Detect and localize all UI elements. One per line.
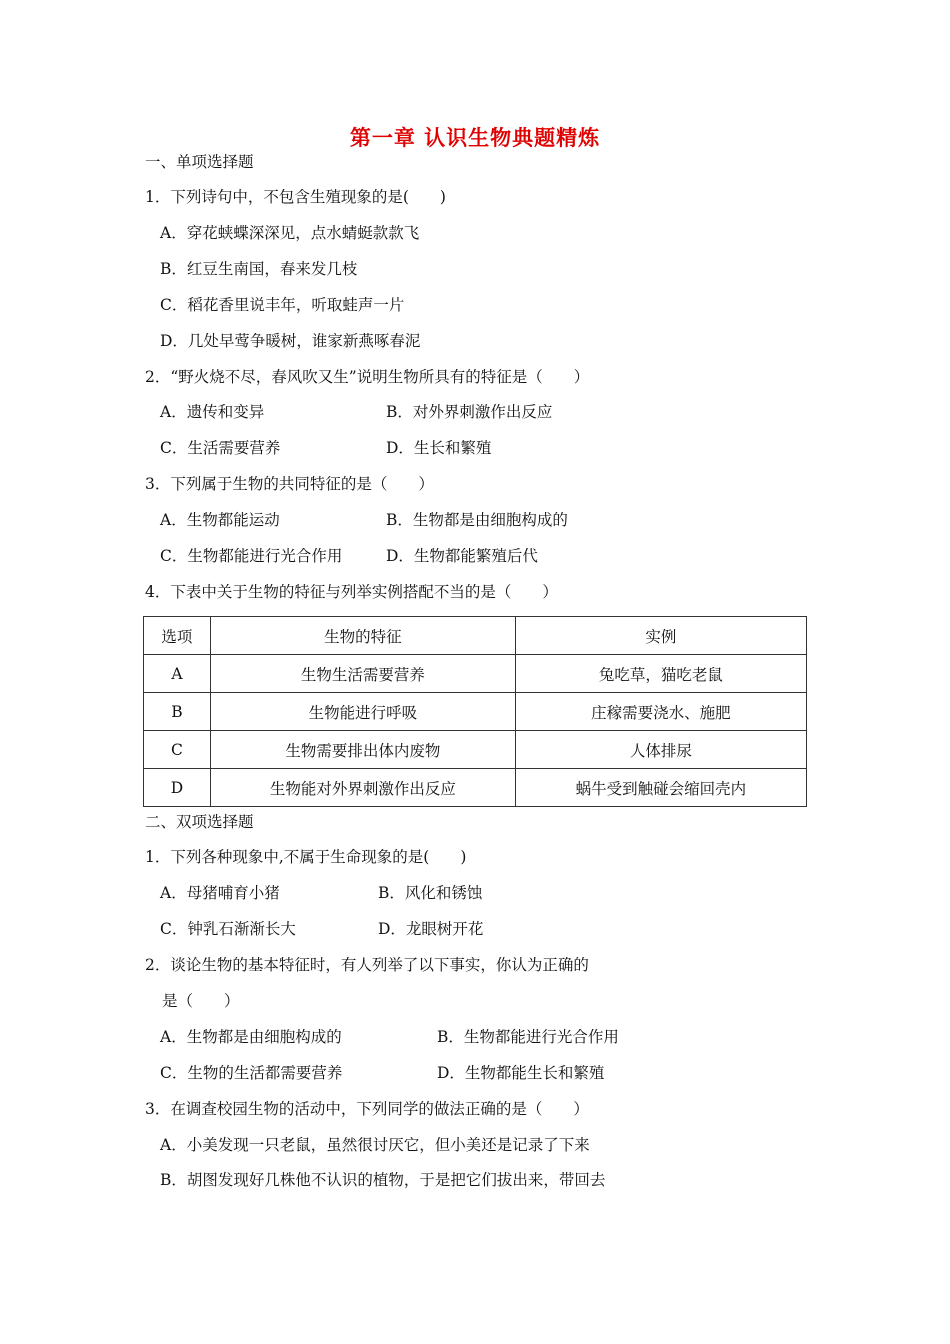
question-stem: 1．下列各种现象中,不属于生命现象的是( ) (145, 848, 467, 866)
section-heading-double-choice: 二、双项选择题 (145, 813, 254, 831)
option-c: C．生物的生活都需要营养 (160, 1064, 343, 1082)
option-b: B．红豆生南国，春来发几枝 (160, 260, 358, 278)
table-row (144, 655, 807, 693)
option-a: A．生物都能运动 (160, 511, 280, 529)
table-cell: 兔吃草，猫吃老鼠 (515, 655, 806, 693)
page-title: 第一章 认识生物典题精炼 (349, 126, 601, 150)
option-a: A．遗传和变异 (160, 403, 265, 421)
table-cell: 生物需要排出体内废物 (210, 731, 515, 769)
table-cell: A (144, 655, 211, 693)
option-a: A．生物都是由细胞构成的 (160, 1028, 342, 1046)
option-b: B．风化和锈蚀 (378, 884, 483, 902)
table-cell: 蜗牛受到触碰会缩回壳内 (515, 769, 806, 807)
table-cell: 生物生活需要营养 (210, 655, 515, 693)
option-d: D．几处早莺争暖树，谁家新燕啄春泥 (160, 332, 421, 350)
table-header-cell: 生物的特征 (210, 617, 515, 655)
option-c: C．稻花香里说丰年，听取蛙声一片 (160, 296, 405, 314)
question-stem: 2．“野火烧不尽，春风吹又生”说明生物所具有的特征是（ ） (145, 368, 590, 386)
table-cell: B (144, 693, 211, 731)
option-a: A．穿花蛱蝶深深见，点水蜻蜓款款飞 (160, 224, 420, 242)
option-d: D．龙眼树开花 (378, 920, 484, 938)
table-header-row (144, 617, 807, 655)
option-a: A．小美发现一只老鼠，虽然很讨厌它，但小美还是记录了下来 (160, 1136, 590, 1154)
question-stem: 4．下表中关于生物的特征与列举实例搭配不当的是（ ） (145, 583, 558, 601)
table-row (144, 693, 807, 731)
option-c: C．生活需要营养 (160, 439, 281, 457)
section-heading-single-choice: 一、单项选择题 (145, 153, 254, 171)
option-a: A．母猪哺育小猪 (160, 884, 280, 902)
question-stem: 2．谈论生物的基本特征时，有人列举了以下事实，你认为正确的 (145, 956, 589, 974)
table-header-cell: 选项 (144, 617, 211, 655)
table-cell: 庄稼需要浇水、施肥 (515, 693, 806, 731)
table-cell: C (144, 731, 211, 769)
table-row (144, 731, 807, 769)
question-stem: 3．下列属于生物的共同特征的是（ ） (145, 475, 434, 493)
table-cell: 生物能进行呼吸 (210, 693, 515, 731)
table-cell: D (144, 769, 211, 807)
option-c: C．钟乳石渐渐长大 (160, 920, 296, 938)
table-cell: 人体排尿 (515, 731, 806, 769)
option-d: D．生长和繁殖 (386, 439, 492, 457)
option-b: B．生物都能进行光合作用 (437, 1028, 619, 1046)
option-b: B．生物都是由细胞构成的 (386, 511, 568, 529)
table-cell: 生物能对外界刺激作出反应 (210, 769, 515, 807)
question-stem-continuation: 是（ ） (162, 992, 240, 1010)
question-stem: 1．下列诗句中，不包含生殖现象的是( ) (145, 188, 446, 206)
option-b: B．胡图发现好几株他不认识的植物，于是把它们拔出来，带回去 (160, 1171, 606, 1189)
table-row (144, 769, 807, 807)
option-d: D．生物都能繁殖后代 (386, 547, 538, 565)
option-c: C．生物都能进行光合作用 (160, 547, 343, 565)
question-stem: 3．在调查校园生物的活动中，下列同学的做法正确的是（ ） (145, 1100, 589, 1118)
option-b: B．对外界刺激作出反应 (386, 403, 553, 421)
feature-example-table (143, 616, 807, 807)
option-d: D．生物都能生长和繁殖 (437, 1064, 605, 1082)
table-header-cell: 实例 (515, 617, 806, 655)
